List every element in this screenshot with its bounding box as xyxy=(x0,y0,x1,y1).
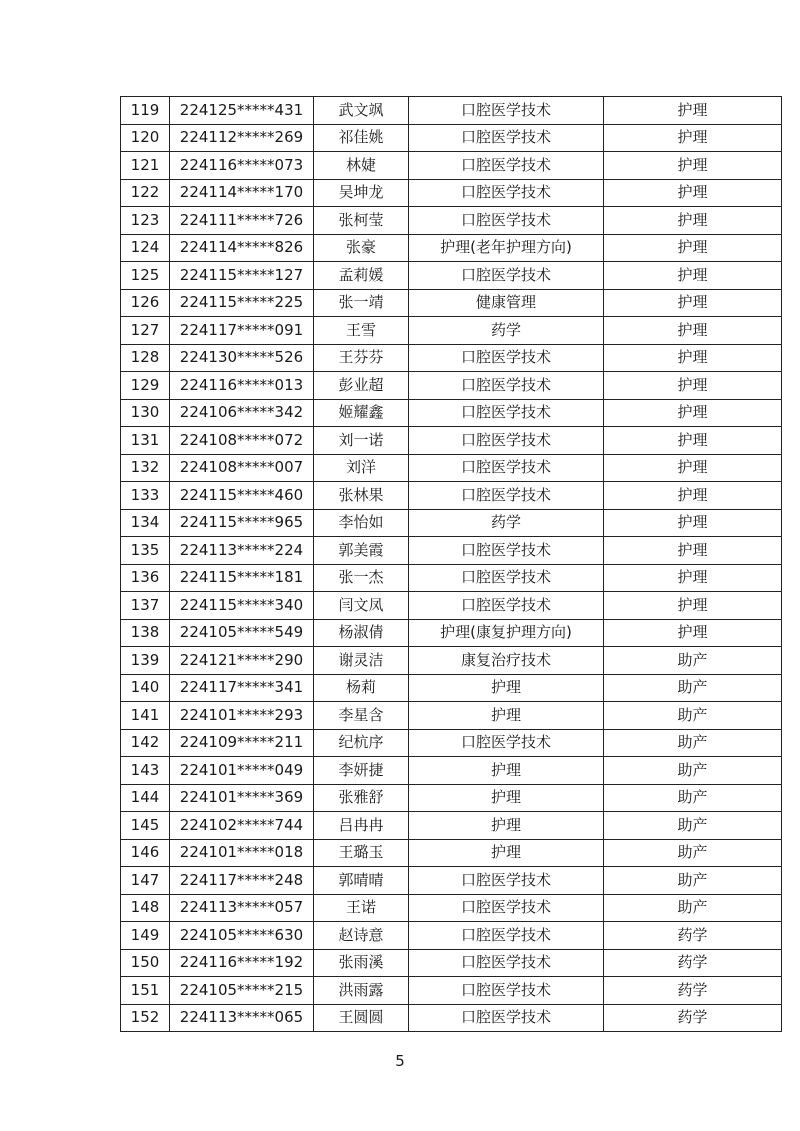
original-major-cell: 口腔医学技术 xyxy=(409,97,604,125)
student-name-cell: 王璐玉 xyxy=(314,839,409,867)
target-major-cell: 护理 xyxy=(604,179,782,207)
student-name-cell: 刘洋 xyxy=(314,454,409,482)
student-id-cell: 224113*****065 xyxy=(170,1004,314,1032)
student-id-cell: 224101*****049 xyxy=(170,757,314,785)
table-row xyxy=(121,977,782,1005)
target-major-cell: 助产 xyxy=(604,757,782,785)
table-row xyxy=(121,729,782,757)
original-major-cell: 口腔医学技术 xyxy=(409,977,604,1005)
student-id-cell: 224116*****013 xyxy=(170,372,314,400)
original-major-cell: 护理 xyxy=(409,784,604,812)
target-major-cell: 护理 xyxy=(604,317,782,345)
row-number-cell: 147 xyxy=(121,867,170,895)
target-major-cell: 护理 xyxy=(604,289,782,317)
row-number-cell: 120 xyxy=(121,124,170,152)
original-major-cell: 口腔医学技术 xyxy=(409,894,604,922)
student-id-cell: 224113*****224 xyxy=(170,537,314,565)
target-major-cell: 护理 xyxy=(604,234,782,262)
student-id-cell: 224115*****181 xyxy=(170,564,314,592)
student-name-cell: 杨淑倩 xyxy=(314,619,409,647)
target-major-cell: 护理 xyxy=(604,399,782,427)
target-major-cell: 助产 xyxy=(604,647,782,675)
roster-table-body xyxy=(121,97,782,1032)
student-id-cell: 224117*****341 xyxy=(170,674,314,702)
original-major-cell: 口腔医学技术 xyxy=(409,179,604,207)
original-major-cell: 健康管理 xyxy=(409,289,604,317)
row-number-cell: 121 xyxy=(121,152,170,180)
table-row xyxy=(121,564,782,592)
table-row xyxy=(121,97,782,125)
original-major-cell: 口腔医学技术 xyxy=(409,949,604,977)
student-id-cell: 224125*****431 xyxy=(170,97,314,125)
row-number-cell: 130 xyxy=(121,399,170,427)
original-major-cell: 康复治疗技术 xyxy=(409,647,604,675)
target-major-cell: 护理 xyxy=(604,592,782,620)
original-major-cell: 口腔医学技术 xyxy=(409,372,604,400)
student-id-cell: 224114*****170 xyxy=(170,179,314,207)
table-row xyxy=(121,949,782,977)
target-major-cell: 护理 xyxy=(604,372,782,400)
target-major-cell: 护理 xyxy=(604,97,782,125)
student-name-cell: 闫文凤 xyxy=(314,592,409,620)
student-name-cell: 郭晴晴 xyxy=(314,867,409,895)
original-major-cell: 口腔医学技术 xyxy=(409,207,604,235)
student-id-cell: 224121*****290 xyxy=(170,647,314,675)
row-number-cell: 139 xyxy=(121,647,170,675)
student-name-cell: 谢灵洁 xyxy=(314,647,409,675)
student-id-cell: 224105*****215 xyxy=(170,977,314,1005)
table-row xyxy=(121,454,782,482)
target-major-cell: 助产 xyxy=(604,729,782,757)
row-number-cell: 142 xyxy=(121,729,170,757)
row-number-cell: 119 xyxy=(121,97,170,125)
row-number-cell: 148 xyxy=(121,894,170,922)
target-major-cell: 助产 xyxy=(604,812,782,840)
row-number-cell: 152 xyxy=(121,1004,170,1032)
student-id-cell: 224115*****127 xyxy=(170,262,314,290)
original-major-cell: 口腔医学技术 xyxy=(409,262,604,290)
row-number-cell: 136 xyxy=(121,564,170,592)
original-major-cell: 护理 xyxy=(409,839,604,867)
student-id-cell: 224117*****091 xyxy=(170,317,314,345)
student-name-cell: 张雅舒 xyxy=(314,784,409,812)
student-name-cell: 吕冉冉 xyxy=(314,812,409,840)
student-name-cell: 刘一诺 xyxy=(314,427,409,455)
table-row xyxy=(121,702,782,730)
table-row xyxy=(121,757,782,785)
original-major-cell: 口腔医学技术 xyxy=(409,344,604,372)
target-major-cell: 护理 xyxy=(604,124,782,152)
student-name-cell: 洪雨露 xyxy=(314,977,409,1005)
student-name-cell: 杨莉 xyxy=(314,674,409,702)
student-name-cell: 李怡如 xyxy=(314,509,409,537)
row-number-cell: 128 xyxy=(121,344,170,372)
row-number-cell: 146 xyxy=(121,839,170,867)
row-number-cell: 140 xyxy=(121,674,170,702)
original-major-cell: 护理(老年护理方向) xyxy=(409,234,604,262)
table-row xyxy=(121,179,782,207)
original-major-cell: 口腔医学技术 xyxy=(409,427,604,455)
original-major-cell: 口腔医学技术 xyxy=(409,454,604,482)
original-major-cell: 护理 xyxy=(409,702,604,730)
student-id-cell: 224109*****211 xyxy=(170,729,314,757)
original-major-cell: 药学 xyxy=(409,317,604,345)
target-major-cell: 助产 xyxy=(604,784,782,812)
target-major-cell: 药学 xyxy=(604,949,782,977)
row-number-cell: 127 xyxy=(121,317,170,345)
student-name-cell: 林婕 xyxy=(314,152,409,180)
row-number-cell: 126 xyxy=(121,289,170,317)
target-major-cell: 药学 xyxy=(604,922,782,950)
student-name-cell: 张一靖 xyxy=(314,289,409,317)
table-row xyxy=(121,839,782,867)
original-major-cell: 口腔医学技术 xyxy=(409,399,604,427)
roster-table xyxy=(120,96,782,1032)
table-row xyxy=(121,509,782,537)
student-name-cell: 孟莉媛 xyxy=(314,262,409,290)
original-major-cell: 护理 xyxy=(409,674,604,702)
original-major-cell: 护理 xyxy=(409,812,604,840)
original-major-cell: 护理 xyxy=(409,757,604,785)
student-name-cell: 纪杭序 xyxy=(314,729,409,757)
row-number-cell: 150 xyxy=(121,949,170,977)
table-row xyxy=(121,372,782,400)
target-major-cell: 药学 xyxy=(604,977,782,1005)
student-id-cell: 224115*****225 xyxy=(170,289,314,317)
student-id-cell: 224112*****269 xyxy=(170,124,314,152)
table-row xyxy=(121,922,782,950)
page-number: 5 xyxy=(395,1052,405,1070)
student-name-cell: 吴坤龙 xyxy=(314,179,409,207)
table-row xyxy=(121,1004,782,1032)
student-name-cell: 祁佳姚 xyxy=(314,124,409,152)
table-row xyxy=(121,207,782,235)
target-major-cell: 助产 xyxy=(604,867,782,895)
student-id-cell: 224105*****630 xyxy=(170,922,314,950)
student-name-cell: 李妍捷 xyxy=(314,757,409,785)
original-major-cell: 口腔医学技术 xyxy=(409,537,604,565)
student-name-cell: 赵诗意 xyxy=(314,922,409,950)
original-major-cell: 护理(康复护理方向) xyxy=(409,619,604,647)
target-major-cell: 护理 xyxy=(604,619,782,647)
original-major-cell: 口腔医学技术 xyxy=(409,592,604,620)
original-major-cell: 口腔医学技术 xyxy=(409,124,604,152)
student-id-cell: 224115*****460 xyxy=(170,482,314,510)
student-name-cell: 张豪 xyxy=(314,234,409,262)
student-id-cell: 224108*****072 xyxy=(170,427,314,455)
student-name-cell: 郭美霞 xyxy=(314,537,409,565)
row-number-cell: 132 xyxy=(121,454,170,482)
row-number-cell: 133 xyxy=(121,482,170,510)
row-number-cell: 138 xyxy=(121,619,170,647)
row-number-cell: 145 xyxy=(121,812,170,840)
row-number-cell: 137 xyxy=(121,592,170,620)
table-row xyxy=(121,592,782,620)
table-row xyxy=(121,482,782,510)
student-id-cell: 224117*****248 xyxy=(170,867,314,895)
student-name-cell: 王圆圆 xyxy=(314,1004,409,1032)
table-row xyxy=(121,262,782,290)
original-major-cell: 口腔医学技术 xyxy=(409,482,604,510)
student-id-cell: 224106*****342 xyxy=(170,399,314,427)
target-major-cell: 护理 xyxy=(604,509,782,537)
row-number-cell: 129 xyxy=(121,372,170,400)
target-major-cell: 助产 xyxy=(604,702,782,730)
student-id-cell: 224101*****369 xyxy=(170,784,314,812)
table-row xyxy=(121,537,782,565)
original-major-cell: 口腔医学技术 xyxy=(409,152,604,180)
original-major-cell: 口腔医学技术 xyxy=(409,564,604,592)
table-row xyxy=(121,647,782,675)
table-row xyxy=(121,812,782,840)
student-name-cell: 王雪 xyxy=(314,317,409,345)
target-major-cell: 药学 xyxy=(604,1004,782,1032)
target-major-cell: 护理 xyxy=(604,344,782,372)
target-major-cell: 护理 xyxy=(604,152,782,180)
student-id-cell: 224116*****192 xyxy=(170,949,314,977)
student-name-cell: 张林果 xyxy=(314,482,409,510)
student-id-cell: 224116*****073 xyxy=(170,152,314,180)
table-row xyxy=(121,399,782,427)
table-row xyxy=(121,317,782,345)
student-id-cell: 224130*****526 xyxy=(170,344,314,372)
table-row xyxy=(121,234,782,262)
student-id-cell: 224113*****057 xyxy=(170,894,314,922)
row-number-cell: 135 xyxy=(121,537,170,565)
row-number-cell: 149 xyxy=(121,922,170,950)
target-major-cell: 助产 xyxy=(604,839,782,867)
student-name-cell: 王芬芬 xyxy=(314,344,409,372)
table-row xyxy=(121,894,782,922)
table-row xyxy=(121,619,782,647)
row-number-cell: 122 xyxy=(121,179,170,207)
student-name-cell: 张雨溪 xyxy=(314,949,409,977)
row-number-cell: 144 xyxy=(121,784,170,812)
student-name-cell: 武文飒 xyxy=(314,97,409,125)
row-number-cell: 151 xyxy=(121,977,170,1005)
student-id-cell: 224114*****826 xyxy=(170,234,314,262)
student-id-cell: 224102*****744 xyxy=(170,812,314,840)
row-number-cell: 134 xyxy=(121,509,170,537)
student-id-cell: 224108*****007 xyxy=(170,454,314,482)
student-id-cell: 224115*****965 xyxy=(170,509,314,537)
student-name-cell: 姬耀鑫 xyxy=(314,399,409,427)
target-major-cell: 助产 xyxy=(604,674,782,702)
student-id-cell: 224111*****726 xyxy=(170,207,314,235)
row-number-cell: 141 xyxy=(121,702,170,730)
target-major-cell: 护理 xyxy=(604,454,782,482)
target-major-cell: 护理 xyxy=(604,537,782,565)
original-major-cell: 口腔医学技术 xyxy=(409,729,604,757)
student-name-cell: 王诺 xyxy=(314,894,409,922)
student-id-cell: 224115*****340 xyxy=(170,592,314,620)
student-id-cell: 224101*****293 xyxy=(170,702,314,730)
row-number-cell: 124 xyxy=(121,234,170,262)
target-major-cell: 护理 xyxy=(604,482,782,510)
row-number-cell: 123 xyxy=(121,207,170,235)
table-row xyxy=(121,427,782,455)
target-major-cell: 护理 xyxy=(604,564,782,592)
target-major-cell: 护理 xyxy=(604,262,782,290)
table-row xyxy=(121,152,782,180)
student-id-cell: 224105*****549 xyxy=(170,619,314,647)
student-name-cell: 张一杰 xyxy=(314,564,409,592)
original-major-cell: 口腔医学技术 xyxy=(409,1004,604,1032)
original-major-cell: 药学 xyxy=(409,509,604,537)
student-name-cell: 张柯莹 xyxy=(314,207,409,235)
table-row xyxy=(121,289,782,317)
table-row xyxy=(121,867,782,895)
target-major-cell: 护理 xyxy=(604,427,782,455)
original-major-cell: 口腔医学技术 xyxy=(409,922,604,950)
target-major-cell: 助产 xyxy=(604,894,782,922)
student-id-cell: 224101*****018 xyxy=(170,839,314,867)
student-name-cell: 彭业超 xyxy=(314,372,409,400)
table-row xyxy=(121,124,782,152)
student-name-cell: 李星含 xyxy=(314,702,409,730)
table-row xyxy=(121,784,782,812)
table-row xyxy=(121,674,782,702)
row-number-cell: 125 xyxy=(121,262,170,290)
row-number-cell: 143 xyxy=(121,757,170,785)
original-major-cell: 口腔医学技术 xyxy=(409,867,604,895)
row-number-cell: 131 xyxy=(121,427,170,455)
target-major-cell: 护理 xyxy=(604,207,782,235)
table-row xyxy=(121,344,782,372)
